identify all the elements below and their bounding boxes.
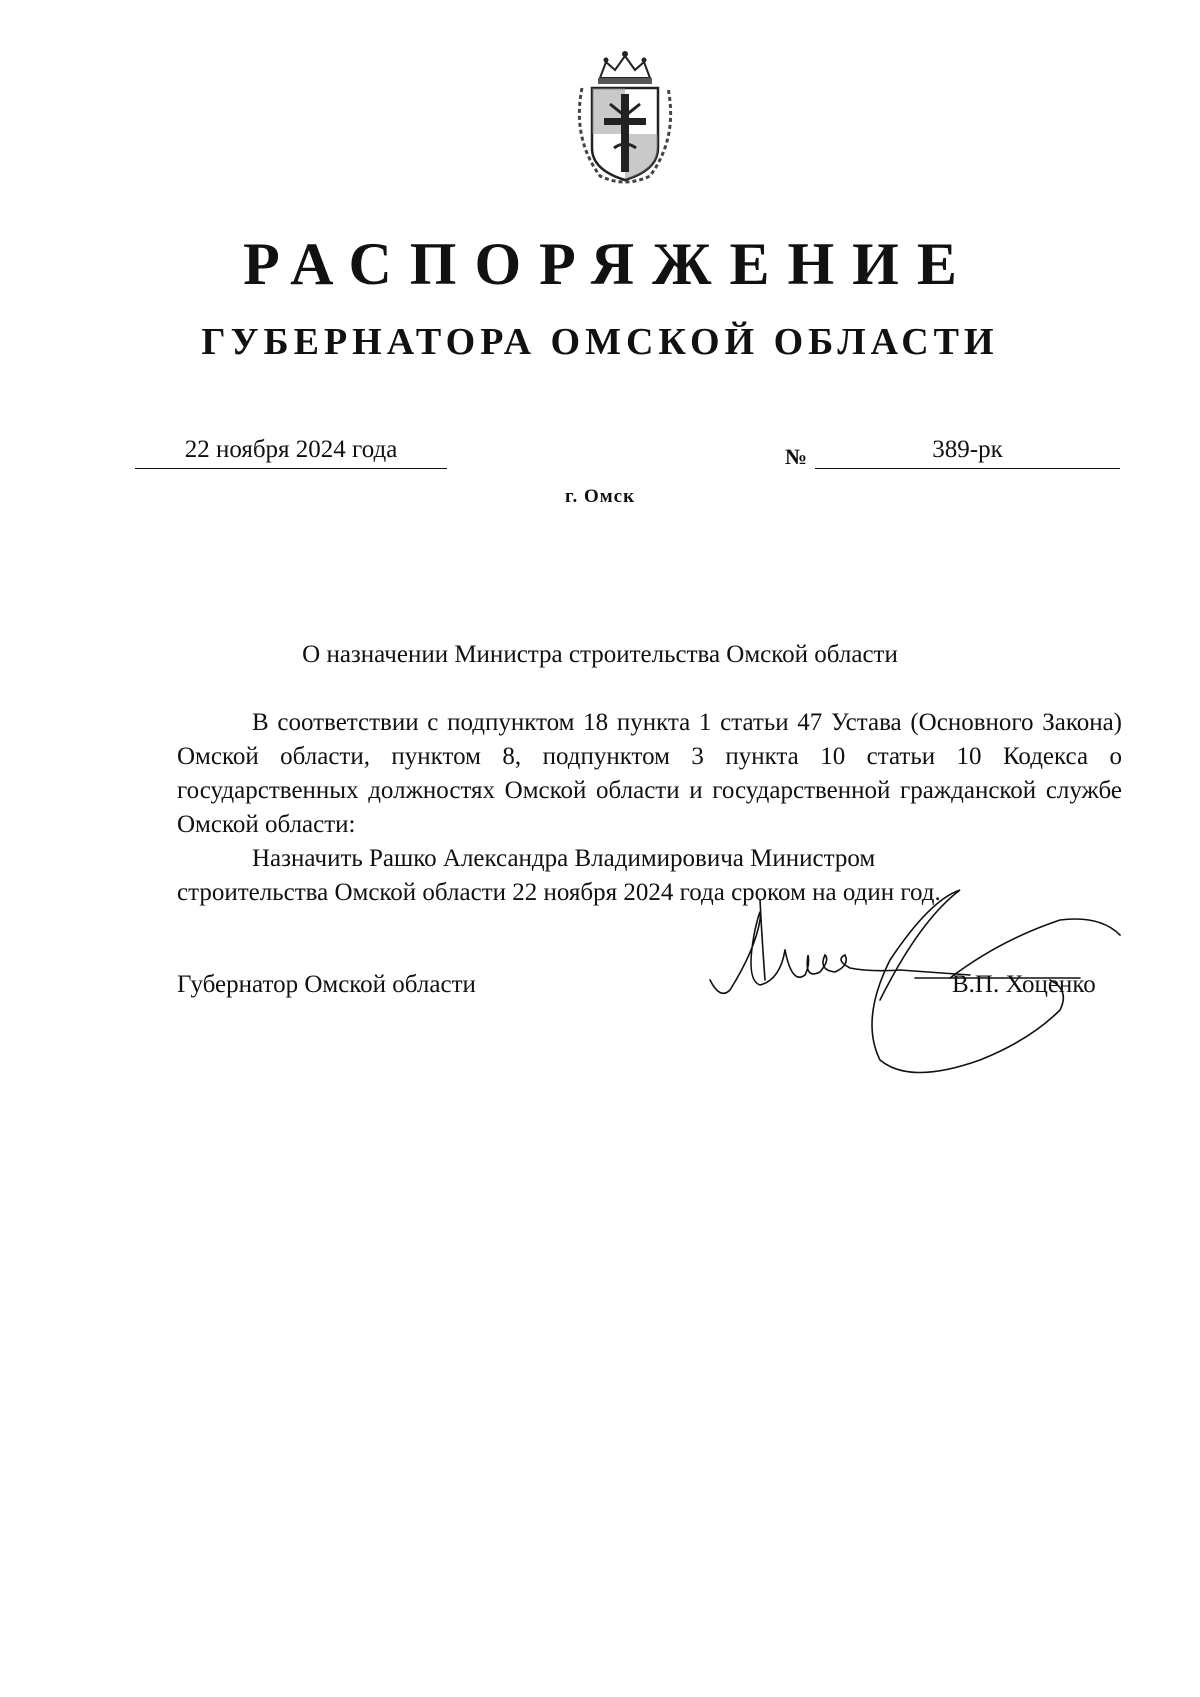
appointment-line-2: строительства Омской области 22 ноября 2024 года сроком на один год.	[177, 879, 941, 906]
coat-of-arms-icon	[570, 48, 680, 188]
paragraph-legal-basis: В соответствии с подпунктом 18 пункта 1 статьи 47 Устава (Основного Закона) Омской области, пунктом 8, подпунктом 3 пункта 10 статьи 10 Кодекса о государственных должностях Омской области и государственной гражданской службе Омской области:	[177, 709, 1122, 838]
document-city: г. Омск	[564, 486, 636, 507]
document-date: 22 ноября 2024 года	[135, 432, 447, 469]
document-title: РАСПОРЯЖЕНИЕ	[243, 231, 975, 297]
number-label: №	[785, 444, 808, 469]
document-number: 389-рк	[815, 432, 1120, 469]
appointment-line-1: Назначить Рашко Александра Владимировича Министром	[252, 845, 876, 872]
signatory-name: В.П. Хоценко	[952, 971, 1096, 998]
document-heading: О назначении Министра строительства Омской области	[302, 641, 898, 668]
signatory-position: Губернатор Омской области	[177, 971, 476, 998]
document-subtitle: ГУБЕРНАТОРА ОМСКОЙ ОБЛАСТИ	[201, 321, 999, 363]
handwritten-signature	[700, 860, 1130, 1090]
